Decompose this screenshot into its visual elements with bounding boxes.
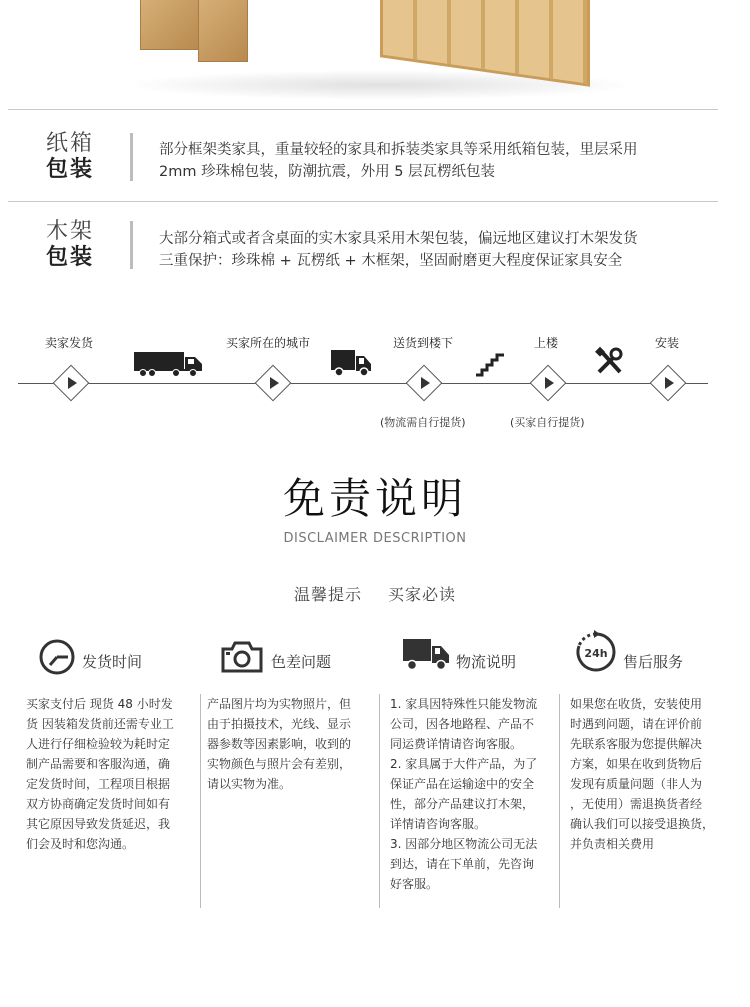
play-icon [421, 377, 430, 389]
body-line: 2. 家具属于大件产品，为了 [390, 757, 538, 771]
packaging-title-bottom: 包装 [46, 245, 95, 270]
body-line: 如果您在收货，安装使用 [570, 697, 703, 711]
tools-icon [595, 346, 625, 376]
body-line: 发现有质量问题（非人为 [570, 777, 703, 791]
body-line: 时遇到问题，请在评价前 [570, 717, 703, 731]
packaging-line: 三重保护：珍珠棉 + 瓦楞纸 + 木框架，坚固耐磨更大程度保证家具安全 [159, 253, 623, 269]
carton-box [140, 0, 200, 50]
packaging-line: 部分框架类家具，重量较轻的家具和拆装类家具等采用纸箱包装，里层采用 [159, 142, 638, 158]
play-icon [665, 377, 674, 389]
van-icon [330, 348, 372, 378]
column-heading-shipping-time: 发货时间 [82, 653, 143, 671]
body-line: 方案，如果在收到货物后 [570, 757, 703, 771]
tip-must-read: 买家必读 [388, 585, 457, 604]
column-heading-logistics: 物流说明 [456, 653, 517, 671]
truck-icon [133, 350, 205, 378]
column-separator [200, 694, 201, 908]
body-line: 器参数等因素影响，收到的 [207, 737, 352, 751]
vertical-bar [130, 221, 133, 269]
column-separator [379, 694, 380, 908]
timeline-line [18, 383, 708, 384]
packaging-title-bottom: 包装 [46, 157, 95, 182]
note-buyer-pickup: (买家自行提货) [510, 416, 585, 429]
body-line: 到达，请在下单前，先咨询 [390, 857, 535, 871]
stairs-icon [475, 351, 505, 377]
body-line: 公司，因各地路程、产品不 [390, 717, 535, 731]
body-line: 产品图片均为实物照片，但 [207, 697, 352, 711]
body-line: 1. 家具因特殊性只能发物流 [390, 697, 538, 711]
column-body-logistics [390, 694, 558, 894]
body-line: 好客服。 [390, 877, 439, 891]
packaging-title-top: 木架 [46, 219, 95, 244]
column-separator [559, 694, 560, 908]
disclaimer-subtitle: DISCLAIMER DESCRIPTION [283, 531, 467, 546]
disclaimer-title: 免责说明 [282, 474, 467, 523]
body-line: 性，部分产品建议打木架， [390, 797, 535, 811]
body-line: 们会及时和您沟通。 [26, 837, 135, 851]
packaging-line: 大部分箱式或者含桌面的实木家具采用木架包装，偏远地区建议打木架发货 [159, 231, 638, 247]
column-body-shipping-time [26, 694, 198, 854]
column-body-color-difference [207, 694, 377, 794]
body-line: 详情请咨询客服。 [390, 817, 487, 831]
body-line: 买家支付后 现货 48 小时发 [26, 697, 173, 711]
body-line: 保证产品在运输途中的安全 [390, 777, 535, 791]
body-line: 制产品需要和客服沟通，确 [26, 757, 171, 771]
packaging-description [159, 228, 638, 272]
step-label-buyer-city: 买家所在的城市 [226, 336, 311, 350]
body-line: 货 因装箱发货前还需专业工 [26, 717, 174, 731]
body-line: 并负责相关费用 [570, 837, 655, 851]
24h-service-icon [574, 630, 618, 674]
body-line: 其它原因导致发货延迟，我 [26, 817, 171, 831]
carton-box [198, 0, 248, 62]
tip-warm: 温馨提示 [293, 585, 362, 604]
product-packaging-photo [0, 0, 750, 100]
body-line: 请以实物为准。 [207, 777, 292, 791]
packaging-title [46, 219, 94, 271]
body-line: ，无使用）需退换货者经 [570, 797, 703, 811]
body-line: 3. 因部分地区物流公司无法 [390, 837, 538, 851]
vertical-bar [130, 133, 133, 181]
body-line: 先联系客服为您提供解决 [570, 737, 703, 751]
packaging-line: 2mm 珍珠棉包装，防潮抗震，外用 5 层瓦楞纸包装 [159, 164, 496, 180]
clock-icon [38, 638, 76, 676]
body-line: 确认我们可以接受退换货， [570, 817, 715, 831]
body-line: 定发货时间，工程项目根据 [26, 777, 171, 791]
divider [8, 201, 718, 202]
tips-line [0, 582, 750, 605]
body-line: 人进行仔细检验较为耗时定 [26, 737, 171, 751]
packaging-description [159, 139, 638, 183]
packaging-title [46, 131, 94, 183]
step-label-install: 安装 [655, 336, 680, 350]
camera-icon [220, 640, 264, 674]
body-line: 双方协商确定发货时间如有 [26, 797, 171, 811]
body-line: 同运费详情请咨询客服。 [390, 737, 523, 751]
body-line: 由于拍摄技术，光线、显示 [207, 717, 352, 731]
column-heading-color-difference: 色差问题 [271, 653, 332, 671]
play-icon [68, 377, 77, 389]
play-icon [270, 377, 279, 389]
column-body-after-sales [570, 694, 742, 854]
column-heading-after-sales: 售后服务 [623, 653, 684, 671]
play-icon [545, 377, 554, 389]
24h-badge: 24h [584, 647, 608, 660]
body-line: 实物颜色与照片会有差别， [207, 757, 352, 771]
divider [8, 109, 718, 110]
packaging-title-top: 纸箱 [46, 131, 95, 156]
step-label-upstairs: 上楼 [534, 336, 559, 350]
step-label-seller-ship: 卖家发货 [45, 336, 94, 350]
note-logistics-pickup: (物流需自行提货) [380, 416, 466, 429]
truck-icon [402, 636, 450, 672]
step-label-downstairs: 送货到楼下 [393, 336, 454, 350]
